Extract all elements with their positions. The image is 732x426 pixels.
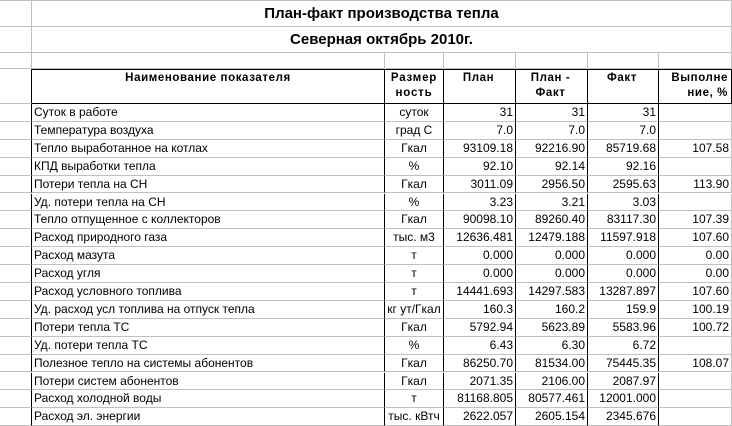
cell-name[interactable]: Тепло выработанное на котлах — [32, 140, 385, 158]
cell-fact[interactable]: 2087.97 — [588, 373, 659, 391]
cell-plan[interactable]: 3011.09 — [444, 176, 516, 194]
header-name[interactable]: Наименование показателя — [32, 69, 385, 104]
cell-unit[interactable]: т — [385, 283, 444, 301]
cell-plan-fact[interactable]: 6.30 — [516, 337, 588, 355]
gutter-cell[interactable] — [0, 283, 32, 301]
empty-cell[interactable] — [588, 53, 659, 69]
cell-plan[interactable]: 6.43 — [444, 337, 516, 355]
cell-fact[interactable]: 2595.63 — [588, 176, 659, 194]
cell-name[interactable]: Уд. расход усл топлива на отпуск тепла — [32, 301, 385, 319]
table-row — [0, 104, 732, 122]
cell-execution[interactable]: 107.60 — [659, 229, 732, 247]
cell-unit[interactable]: Гкал — [385, 211, 444, 229]
cell-unit[interactable]: Гкал — [385, 355, 444, 373]
cell-execution[interactable]: 107.60 — [659, 283, 732, 301]
gutter-cell[interactable] — [0, 247, 32, 265]
gutter-cell[interactable] — [0, 176, 32, 194]
cell-unit[interactable]: Гкал — [385, 319, 444, 337]
header-plan-fact[interactable]: План - Факт — [516, 69, 588, 104]
cell-unit[interactable]: град С — [385, 122, 444, 140]
cell-execution[interactable] — [659, 337, 732, 355]
cell-name[interactable]: Потери тепла на СН — [32, 176, 385, 194]
table-row — [0, 337, 732, 355]
cell-fact[interactable]: 75445.35 — [588, 355, 659, 373]
cell-name[interactable]: Уд. потери тепла на СН — [32, 194, 385, 212]
gutter-cell[interactable] — [0, 211, 32, 229]
cell-name[interactable]: Температура воздуха — [32, 122, 385, 140]
cell-plan[interactable]: 2071.35 — [444, 373, 516, 391]
cell-unit[interactable]: суток — [385, 104, 444, 122]
table-row — [0, 140, 732, 158]
cell-plan[interactable]: 0.000 — [444, 247, 516, 265]
table-row — [0, 408, 732, 426]
cell-plan[interactable]: 7.0 — [444, 122, 516, 140]
gutter-cell[interactable] — [0, 373, 32, 391]
table-row — [0, 265, 732, 283]
cell-plan-fact[interactable]: 0.000 — [516, 247, 588, 265]
cell-execution[interactable]: 100.19 — [659, 301, 732, 319]
gutter-cell[interactable] — [0, 194, 32, 212]
cell-execution[interactable]: 107.39 — [659, 211, 732, 229]
table-row — [0, 283, 732, 301]
cell-unit[interactable]: Гкал — [385, 373, 444, 391]
gutter-cell[interactable] — [0, 122, 32, 140]
header-plan[interactable]: План — [444, 69, 516, 104]
gutter-cell[interactable] — [0, 69, 32, 104]
header-execution[interactable]: Выполне ние, % — [659, 69, 732, 104]
cell-fact[interactable]: 11597.918 — [588, 229, 659, 247]
table-row — [0, 211, 732, 229]
cell-name[interactable]: Расход холодной воды — [32, 390, 385, 408]
gutter-cell[interactable] — [0, 140, 32, 158]
cell-name[interactable]: Расход условного топлива — [32, 283, 385, 301]
table-row — [0, 319, 732, 337]
table-row — [0, 194, 732, 212]
cell-execution[interactable] — [659, 390, 732, 408]
cell-fact[interactable]: 92.16 — [588, 158, 659, 176]
cell-unit[interactable]: т — [385, 390, 444, 408]
cell-plan-fact[interactable]: 7.0 — [516, 122, 588, 140]
cell-plan[interactable]: 14441.693 — [444, 283, 516, 301]
table-row — [0, 390, 732, 408]
cell-name[interactable]: Расход угля — [32, 265, 385, 283]
table-row — [0, 122, 732, 140]
empty-cell[interactable] — [32, 53, 385, 69]
cell-unit[interactable]: Гкал — [385, 140, 444, 158]
cell-fact[interactable]: 7.0 — [588, 122, 659, 140]
cell-name[interactable]: Уд. потери тепла ТС — [32, 337, 385, 355]
gutter-cell[interactable] — [0, 319, 32, 337]
cell-execution[interactable]: 0.00 — [659, 265, 732, 283]
cell-unit[interactable]: тыс. м3 — [385, 229, 444, 247]
cell-plan-fact[interactable]: 2605.154 — [516, 408, 588, 426]
cell-execution[interactable] — [659, 373, 732, 391]
cell-plan[interactable]: 0.000 — [444, 265, 516, 283]
cell-execution[interactable]: 0.00 — [659, 247, 732, 265]
cell-plan-fact[interactable]: 0.000 — [516, 265, 588, 283]
gutter-cell[interactable] — [0, 104, 32, 122]
cell-unit[interactable]: т — [385, 265, 444, 283]
cell-execution[interactable]: 107.58 — [659, 140, 732, 158]
cell-plan[interactable]: 90098.10 — [444, 211, 516, 229]
cell-name[interactable]: Потери систем абонентов — [32, 373, 385, 391]
cell-execution[interactable]: 100.72 — [659, 319, 732, 337]
cell-plan[interactable]: 160.3 — [444, 301, 516, 319]
header-unit[interactable]: Размер ность — [385, 69, 444, 104]
gutter-cell[interactable] — [0, 265, 32, 283]
header-fact[interactable]: Факт — [588, 69, 659, 104]
empty-cell[interactable] — [516, 53, 588, 69]
cell-name[interactable]: Полезное тепло на системы абонентов — [32, 355, 385, 373]
cell-plan-fact[interactable]: 92216.90 — [516, 140, 588, 158]
cell-name[interactable]: Расход эл. энергии — [32, 408, 385, 426]
cell-plan-fact[interactable]: 81534.00 — [516, 355, 588, 373]
table-row — [0, 301, 732, 319]
cell-fact[interactable]: 12001.000 — [588, 390, 659, 408]
cell-plan-fact[interactable]: 92.14 — [516, 158, 588, 176]
cell-name[interactable]: Потери тепла ТС — [32, 319, 385, 337]
cell-execution[interactable] — [659, 194, 732, 212]
empty-cell[interactable] — [444, 53, 516, 69]
cell-execution[interactable]: 113.90 — [659, 176, 732, 194]
cell-unit[interactable]: кг ут/Гкал — [385, 301, 444, 319]
cell-plan-fact[interactable]: 2956.50 — [516, 176, 588, 194]
cell-fact[interactable]: 31 — [588, 104, 659, 122]
sheet-subtitle[interactable]: Северная октябрь 2010г. — [32, 27, 732, 53]
cell-plan-fact[interactable]: 14297.583 — [516, 283, 588, 301]
table-row — [0, 373, 732, 391]
gutter-cell[interactable] — [0, 355, 32, 373]
cell-plan-fact[interactable]: 3.21 — [516, 194, 588, 212]
cell-plan[interactable]: 12636.481 — [444, 229, 516, 247]
cell-plan[interactable]: 3.23 — [444, 194, 516, 212]
cell-plan-fact[interactable]: 12479.188 — [516, 229, 588, 247]
title-row — [0, 0, 732, 27]
cell-unit[interactable]: тыс. кВтч — [385, 408, 444, 426]
gutter-cell[interactable] — [0, 301, 32, 319]
empty-cell[interactable] — [385, 53, 444, 69]
table-row — [0, 247, 732, 265]
cell-unit[interactable]: т — [385, 247, 444, 265]
gutter-cell[interactable] — [0, 1, 32, 27]
cell-unit[interactable]: % — [385, 337, 444, 355]
cell-fact[interactable]: 5583.96 — [588, 319, 659, 337]
cell-unit[interactable]: % — [385, 194, 444, 212]
cell-fact[interactable]: 159.9 — [588, 301, 659, 319]
table-row — [0, 355, 732, 373]
subtitle-row — [0, 27, 732, 53]
cell-name[interactable]: Расход природного газа — [32, 229, 385, 247]
gutter-cell[interactable] — [0, 408, 32, 426]
table-header-row — [0, 69, 732, 104]
gutter-cell[interactable] — [0, 27, 32, 53]
cell-plan-fact[interactable]: 5623.89 — [516, 319, 588, 337]
cell-plan[interactable]: 92.10 — [444, 158, 516, 176]
cell-execution[interactable] — [659, 158, 732, 176]
cell-name[interactable]: КПД выработки тепла — [32, 158, 385, 176]
cell-plan-fact[interactable]: 160.2 — [516, 301, 588, 319]
gutter-cell[interactable] — [0, 337, 32, 355]
empty-row — [0, 53, 732, 69]
sheet-title[interactable]: План-факт производства тепла — [32, 1, 732, 27]
cell-unit[interactable]: Гкал — [385, 176, 444, 194]
table-row — [0, 158, 732, 176]
cell-name[interactable]: Тепло отпущенное с коллекторов — [32, 211, 385, 229]
cell-execution[interactable]: 108.07 — [659, 355, 732, 373]
gutter-cell[interactable] — [0, 158, 32, 176]
cell-fact[interactable]: 13287.897 — [588, 283, 659, 301]
cell-fact[interactable]: 2345.676 — [588, 408, 659, 426]
gutter-cell[interactable] — [0, 390, 32, 408]
gutter-cell[interactable] — [0, 229, 32, 247]
cell-fact[interactable]: 0.000 — [588, 247, 659, 265]
cell-name[interactable]: Расход мазута — [32, 247, 385, 265]
cell-execution[interactable] — [659, 104, 732, 122]
cell-plan[interactable]: 81168.805 — [444, 390, 516, 408]
cell-name[interactable]: Суток в работе — [32, 104, 385, 122]
cell-fact[interactable]: 0.000 — [588, 265, 659, 283]
table-row — [0, 176, 732, 194]
cell-plan-fact[interactable]: 80577.461 — [516, 390, 588, 408]
table-row — [0, 229, 732, 247]
cell-plan[interactable]: 31 — [444, 104, 516, 122]
cell-fact[interactable]: 83117.30 — [588, 211, 659, 229]
gutter-cell[interactable] — [0, 53, 32, 69]
cell-fact[interactable]: 6.72 — [588, 337, 659, 355]
cell-execution[interactable] — [659, 408, 732, 426]
cell-plan[interactable]: 86250.70 — [444, 355, 516, 373]
cell-plan[interactable]: 93109.18 — [444, 140, 516, 158]
cell-plan-fact[interactable]: 31 — [516, 104, 588, 122]
cell-fact[interactable]: 85719.68 — [588, 140, 659, 158]
cell-plan[interactable]: 5792.94 — [444, 319, 516, 337]
cell-fact[interactable]: 3.03 — [588, 194, 659, 212]
cell-plan-fact[interactable]: 89260.40 — [516, 211, 588, 229]
cell-execution[interactable] — [659, 122, 732, 140]
empty-cell[interactable] — [659, 53, 732, 69]
cell-plan-fact[interactable]: 2106.00 — [516, 373, 588, 391]
cell-plan[interactable]: 2622.057 — [444, 408, 516, 426]
cell-unit[interactable]: % — [385, 158, 444, 176]
